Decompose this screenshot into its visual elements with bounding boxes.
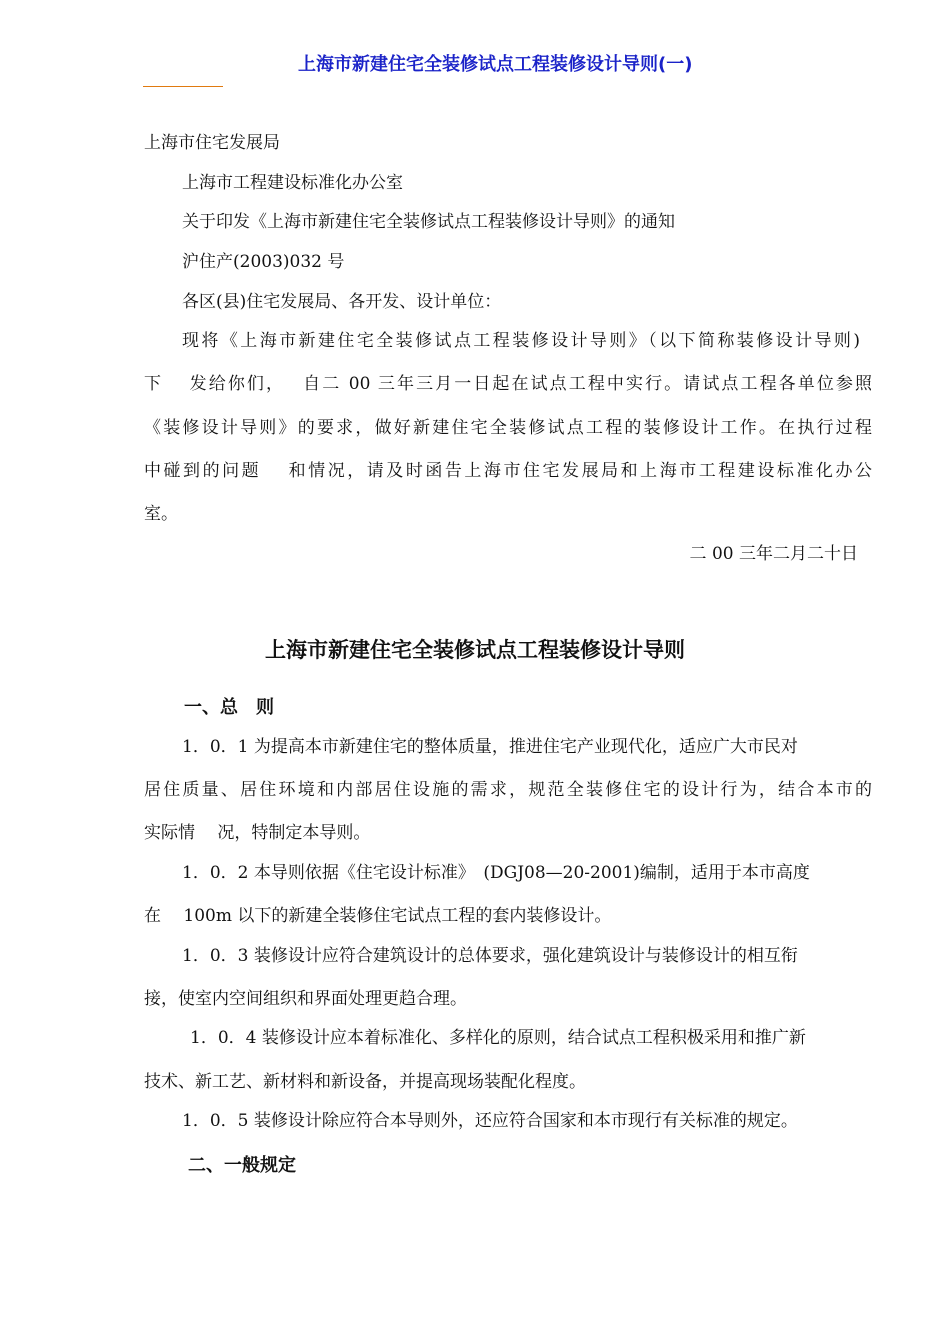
section-heading-general-rules: 二、一般规定: [188, 1155, 296, 1176]
clause-line: 1．0．3 装修设计应符合建筑设计的总体要求，强化建筑设计与装修设计的相互衔: [182, 946, 798, 966]
notice-date: 二 00 三年二月二十日: [689, 544, 858, 564]
clause-line: 1．0．2 本导则依据《住宅设计标准》 (DGJ08—20-2001)编制，适用于本市高度: [182, 863, 810, 883]
notice-body-line: 现将《上海市新建住宅全装修试点工程装修设计导则》（以下简称装修设计导则): [182, 331, 860, 351]
document-title: 上海市新建住宅全装修试点工程装修设计导则: [265, 638, 685, 662]
clause-line: 1．0．5 装修设计除应符合本导则外，还应符合国家和本市现行有关标准的规定。: [182, 1111, 798, 1131]
clause-line: 实际情 况，特制定本导则。: [144, 823, 371, 843]
issuer-line-1: 上海市住宅发展局: [144, 133, 280, 153]
notice-body-line: 《装修设计导则》的要求，做好新建住宅全装修试点工程的装修设计工作。在执行过程: [144, 418, 872, 438]
doc-number: 沪住产(2003)032 号: [182, 252, 345, 272]
notice-body-line: 下 发给你们， 自二 00 三年三月一日起在试点工程中实行。请试点工程各单位参照: [144, 374, 872, 394]
clause-line: 接，使室内空间组织和界面处理更趋合理。: [144, 989, 467, 1009]
notice-subject: 关于印发《上海市新建住宅全装修试点工程装修设计导则》的通知: [182, 212, 675, 232]
clause-line: 在 100m 以下的新建全装修住宅试点工程的套内装修设计。: [144, 906, 612, 926]
clause-line: 居住质量、居住环境和内部居住设施的需求，规范全装修住宅的设计行为，结合本市的: [144, 780, 872, 800]
addressee: 各区(县)住宅发展局、各开发、设计单位：: [182, 292, 502, 312]
page-header-title: 上海市新建住宅全装修试点工程装修设计导则(一): [298, 54, 693, 75]
header-rule: [143, 86, 223, 87]
issuer-line-2: 上海市工程建设标准化办公室: [182, 173, 403, 193]
notice-body-line: 室。: [144, 504, 178, 524]
clause-line: 1．0．4 装修设计应本着标准化、多样化的原则，结合试点工程积极采用和推广新: [190, 1028, 806, 1048]
clause-line: 技术、新工艺、新材料和新设备，并提高现场装配化程度。: [144, 1072, 586, 1092]
clause-line: 1．0．1 为提高本市新建住宅的整体质量，推进住宅产业现代化，适应广大市民对: [182, 737, 798, 757]
notice-body-line: 中碰到的问题 和情况，请及时函告上海市住宅发展局和上海市工程建设标准化办公: [144, 461, 872, 481]
section-heading-general: 一、总 则: [184, 697, 274, 718]
